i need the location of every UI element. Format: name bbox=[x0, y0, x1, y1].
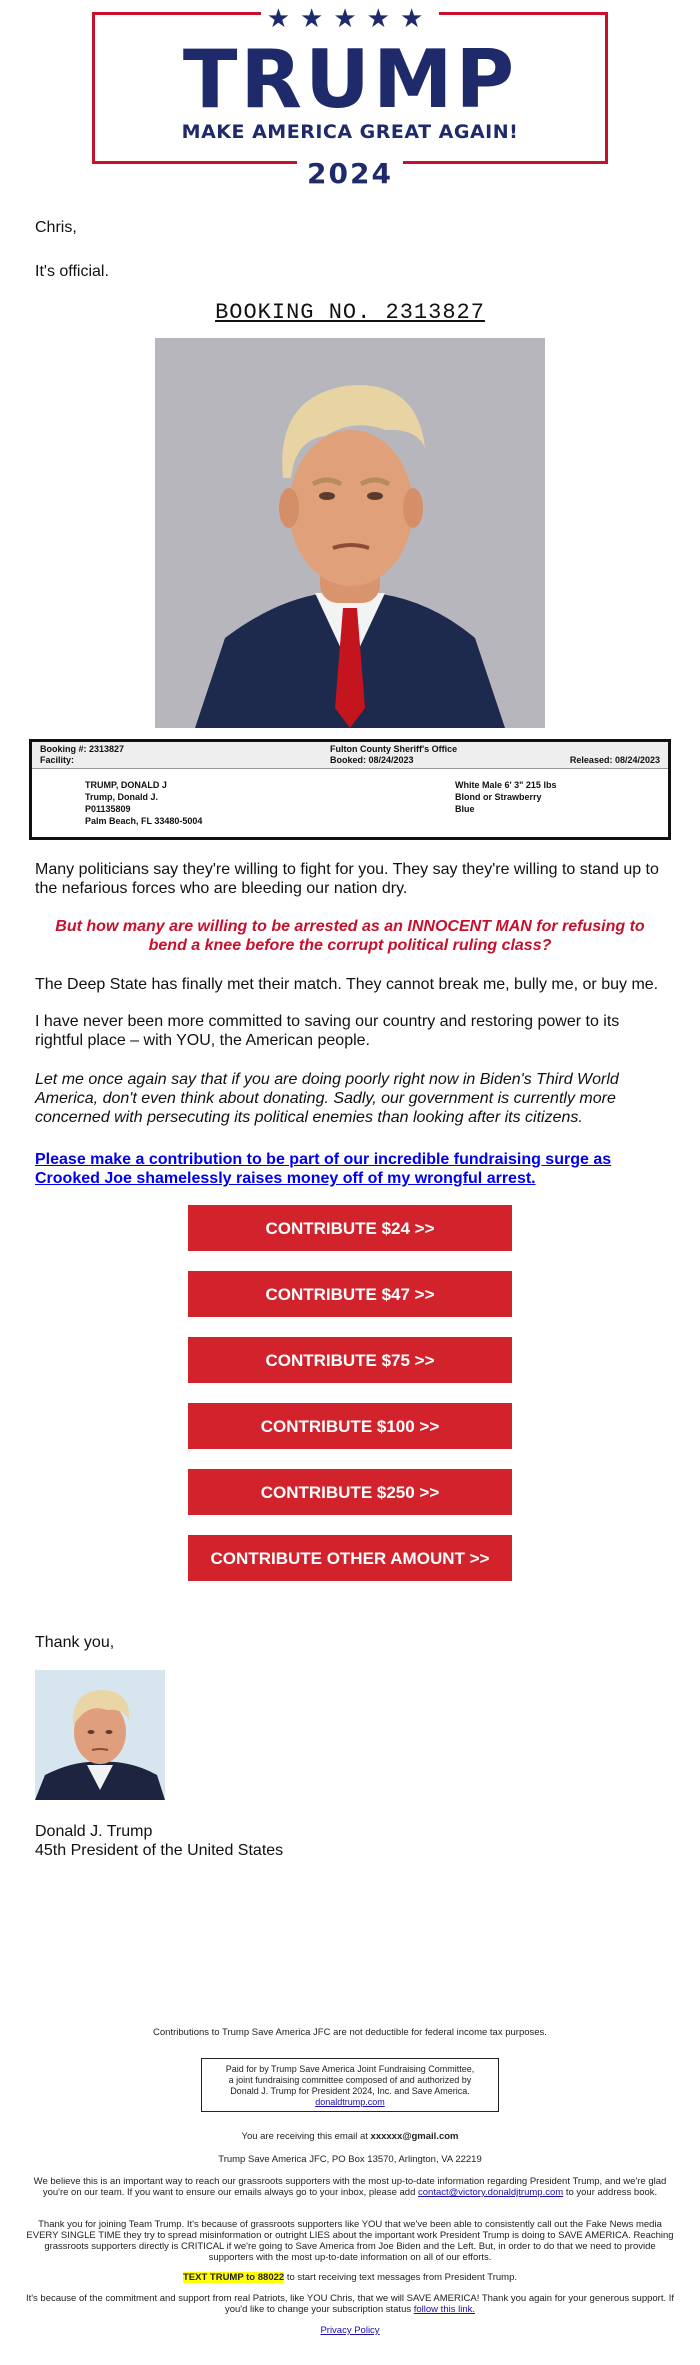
booking-number: Booking #: 2313827 bbox=[40, 744, 125, 754]
contribute-47-button[interactable]: CONTRIBUTE $47 >> bbox=[188, 1271, 512, 1317]
logo-year: 2024 bbox=[95, 157, 605, 190]
booking-facility: Facility: bbox=[40, 755, 75, 765]
booking-heading: BOOKING NO. 2313827 bbox=[215, 300, 485, 325]
booking-record-card bbox=[29, 739, 671, 840]
body-paragraph-5: Let me once again say that if you are doing poorly right now in Biden's Third World America, don't even think about donating. Sadly, our government is currently more concerned with persecuting its political enemies than looking after its citizens. bbox=[35, 1071, 619, 1126]
thanks-notice: Thank you for joining Team Trump. It's because of grassroots supporters like YOU that we've been able to consistently call out the Fake News media EVERY SINGLE TIME they try to spread misinformation or outright LIES about the important work President Trump is doing to SAVE AMERICA. Reaching grassroots supporters directly is CRITICAL if we're going to Save America from Joe Biden and the Left. But, in order to do that we need to provide supporters with the most up-to-date information on all of our efforts. bbox=[26, 2219, 674, 2263]
paid-line-3: Donald J. Trump for President 2024, Inc. and Save America. bbox=[230, 2086, 470, 2096]
recipient-email: xxxxxx@gmail.com bbox=[370, 2131, 459, 2142]
paid-line-1: Paid for by Trump Save America Joint Fundraising Committee, bbox=[225, 2064, 475, 2074]
text-keyword-highlight: TEXT TRUMP to 88022 bbox=[182, 2272, 285, 2283]
logo-title: TRUMP bbox=[182, 33, 518, 126]
mailing-address: Trump Save America JFC, PO Box 13570, Arlington, VA 22219 bbox=[218, 2154, 482, 2165]
text-signup: TEXT TRUMP to 88022 to start receiving text messages from President Trump. bbox=[182, 2272, 518, 2283]
intro-line: It's official. bbox=[35, 263, 109, 280]
booking-hair: Blond or Strawberry bbox=[455, 792, 542, 802]
contribute-other-button[interactable]: CONTRIBUTE OTHER AMOUNT >> bbox=[188, 1535, 512, 1581]
privacy-footer bbox=[25, 2325, 675, 2336]
paid-for-box bbox=[201, 2058, 499, 2112]
contribute-250-button[interactable]: CONTRIBUTE $250 >> bbox=[188, 1469, 512, 1515]
contribution-link[interactable]: Please make a contribution to be part of our incredible fundraising surge as Crooked Joe shamelessly raises money off of my wrongful arrest. bbox=[35, 1151, 612, 1187]
greeting: Chris, bbox=[35, 219, 77, 236]
body-paragraph-3: The Deep State has finally met their match. They cannot break me, bully me, or buy me. bbox=[35, 976, 659, 993]
trump-2024-logo bbox=[92, 3, 608, 190]
paid-line-2: a joint fundraising committee composed of and authorized by bbox=[228, 2075, 472, 2085]
booking-office: Fulton County Sheriff's Office bbox=[330, 744, 458, 754]
contribute-75-button[interactable]: CONTRIBUTE $75 >> bbox=[188, 1337, 512, 1383]
signature-name: Donald J. Trump bbox=[35, 1823, 153, 1840]
mugshot-photo bbox=[155, 338, 545, 728]
body-paragraph-4: I have never been more committed to saving our country and restoring power to its rightful place – with YOU, the American people. bbox=[35, 1013, 620, 1049]
closing-thanks: Thank you, bbox=[35, 1634, 115, 1651]
body-paragraph-2: But how many are willing to be arrested as an INNOCENT MAN for refusing to bend a knee before the corrupt political ruling class? bbox=[55, 918, 645, 954]
stars-row: ★★★★★ bbox=[95, 5, 605, 31]
booking-released-date: Released: 08/24/2023 bbox=[569, 755, 660, 765]
portrait-illustration bbox=[35, 1670, 165, 1800]
privacy-policy-link[interactable]: Privacy Policy bbox=[320, 2325, 380, 2336]
follow-link[interactable]: follow this link. bbox=[413, 2304, 475, 2315]
booking-eyes: Blue bbox=[455, 804, 475, 814]
signature-title: 45th President of the United States bbox=[35, 1842, 284, 1859]
tax-disclaimer: Contributions to Trump Save America JFC are not deductible for federal income tax purposes. bbox=[153, 2027, 547, 2038]
body-paragraph-1: Many politicians say they're willing to fight for you. They say they're willing to stand up to the nefarious forces who are bleeding our nation dry. bbox=[35, 861, 659, 897]
signature-portrait bbox=[35, 1670, 165, 1800]
contribute-24-button[interactable]: CONTRIBUTE $24 >> bbox=[188, 1205, 512, 1251]
booking-stats: White Male 6' 3" 215 lbs bbox=[455, 780, 557, 790]
receiving-notice: You are receiving this email at xxxxxx@gmail.com bbox=[241, 2131, 459, 2142]
logo-slogan: MAKE AMERICA GREAT AGAIN! bbox=[181, 121, 519, 143]
booking-name-1: TRUMP, DONALD J bbox=[85, 780, 167, 790]
donaldtrump-link[interactable]: donaldtrump.com bbox=[315, 2097, 385, 2107]
grassroots-notice: We believe this is an important way to reach our grassroots supporters with the most up-to-date information regarding President Trump, and we're glad you're on our team. If you want to ensure our emails always go to your inbox, please add contact@victory.donaldjtrump.com to your address book. bbox=[33, 2176, 667, 2198]
booking-name-2: Trump, Donald J. bbox=[85, 792, 159, 802]
booking-city: Palm Beach, FL 33480-5004 bbox=[85, 816, 203, 826]
contact-email-link[interactable]: contact@victory.donaldjtrump.com bbox=[418, 2187, 564, 2198]
mugshot-illustration bbox=[155, 338, 545, 728]
booking-id: P01135809 bbox=[85, 804, 131, 814]
booking-booked-date: Booked: 08/24/2023 bbox=[330, 755, 414, 765]
subscription-notice: It's because of the commitment and support from real Patriots, like YOU Chris, that we will SAVE AMERICA! Thank you again for your generous support. If you'd like to change your subscription status follow this link. bbox=[25, 2293, 675, 2315]
contribute-100-button[interactable]: CONTRIBUTE $100 >> bbox=[188, 1403, 512, 1449]
